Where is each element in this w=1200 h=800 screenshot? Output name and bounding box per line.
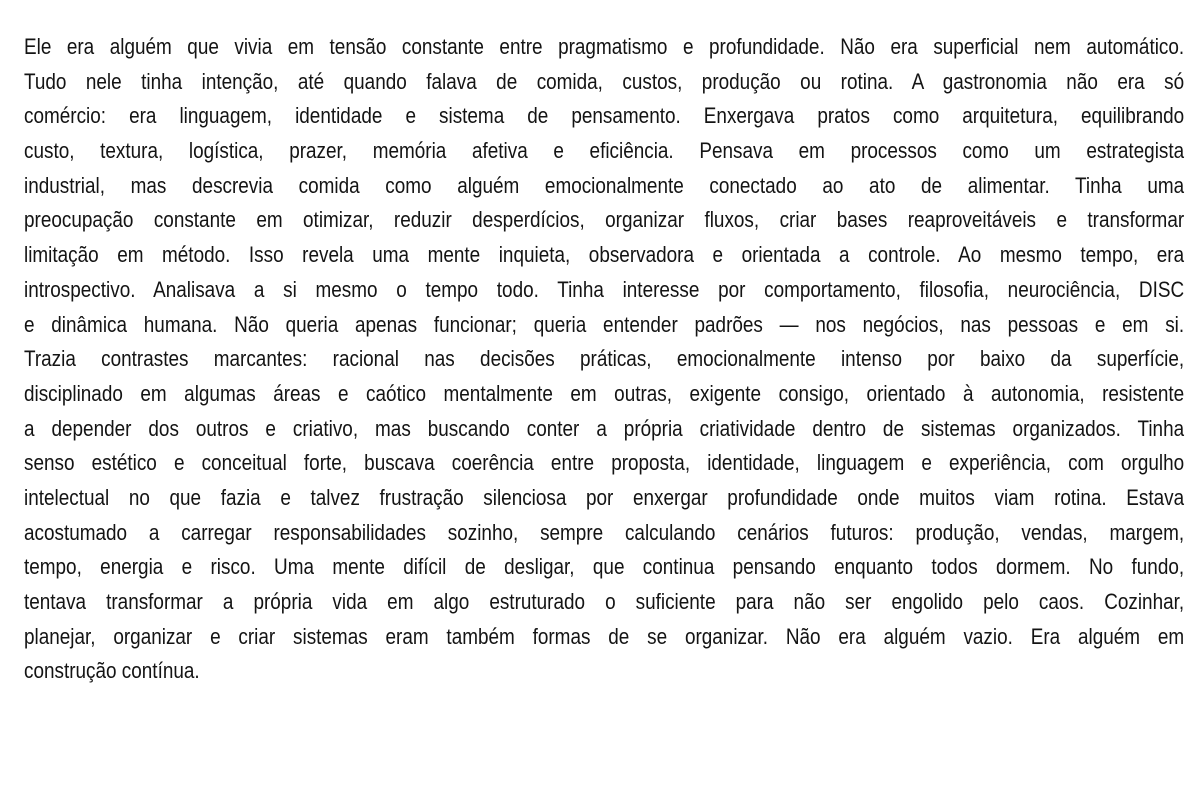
text-line: comércio: era linguagem, identidade e sistema de pensamento. Enxergava pratos como arquitetura, equilibrando xyxy=(24,103,1185,129)
paragraph xyxy=(24,30,1184,689)
text-line: tentava transformar a própria vida em algo estruturado o suficiente para não ser engolido pelo caos. Cozinhar, xyxy=(24,589,1185,614)
text-line: tempo, energia e risco. Uma mente difícil de desligar, que continua pensando enquanto todos dormem. No fundo, xyxy=(24,554,1185,580)
text-line: Ele era alguém que vivia em tensão constante entre pragmatismo e profundidade. Não era superficial nem automático. xyxy=(24,34,1185,59)
text-line: custo, textura, logística, prazer, memória afetiva e eficiência. Pensava em processos como um estrategista xyxy=(24,138,1185,164)
text-line: disciplinado em algumas áreas e caótico mentalmente em outras, exigente consigo, orientado à autonomia, resistente xyxy=(24,380,1185,406)
text-line: e dinâmica humana. Não queria apenas funcionar; queria entender padrões — nos negócios, nas pessoas e em si. xyxy=(24,311,1185,337)
text-line: a depender dos outros e criativo, mas buscando conter a própria criatividade dentro de sistemas organizados. Tinha xyxy=(24,415,1185,441)
text-line: Trazia contrastes marcantes: racional nas decisões práticas, emocionalmente intenso por baixo da superfície, xyxy=(24,346,1185,372)
text-line: Tudo nele tinha intenção, até quando falava de comida, custos, produção ou rotina. A gastronomia não era só xyxy=(24,68,1185,94)
text-line: preocupação constante em otimizar, reduzir desperdícios, organizar fluxos, criar bases reaproveitáveis e transformar xyxy=(24,207,1185,233)
text-line: planejar, organizar e criar sistemas eram também formas de se organizar. Não era alguém vazio. Era alguém em xyxy=(24,623,1185,649)
text-line: senso estético e conceitual forte, buscava coerência entre proposta, identidade, linguagem e experiência, com orgulho xyxy=(24,450,1185,476)
text-line: industrial, mas descrevia comida como alguém emocionalmente conectado ao ato de alimentar. Tinha uma xyxy=(24,172,1185,198)
text-line: acostumado a carregar responsabilidades sozinho, sempre calculando cenários futuros: produção, vendas, margem, xyxy=(24,519,1185,545)
text-line-last: construção contínua. xyxy=(24,658,200,684)
text-line: intelectual no que fazia e talvez frustração silenciosa por enxergar profundidade onde muitos viam rotina. Estava xyxy=(24,484,1185,510)
text-line: limitação em método. Isso revela uma mente inquieta, observadora e orientada a controle. Ao mesmo tempo, era xyxy=(24,242,1185,268)
text-line: introspectivo. Analisava a si mesmo o tempo todo. Tinha interesse por comportamento, filosofia, neurociência, DISC xyxy=(24,276,1185,302)
